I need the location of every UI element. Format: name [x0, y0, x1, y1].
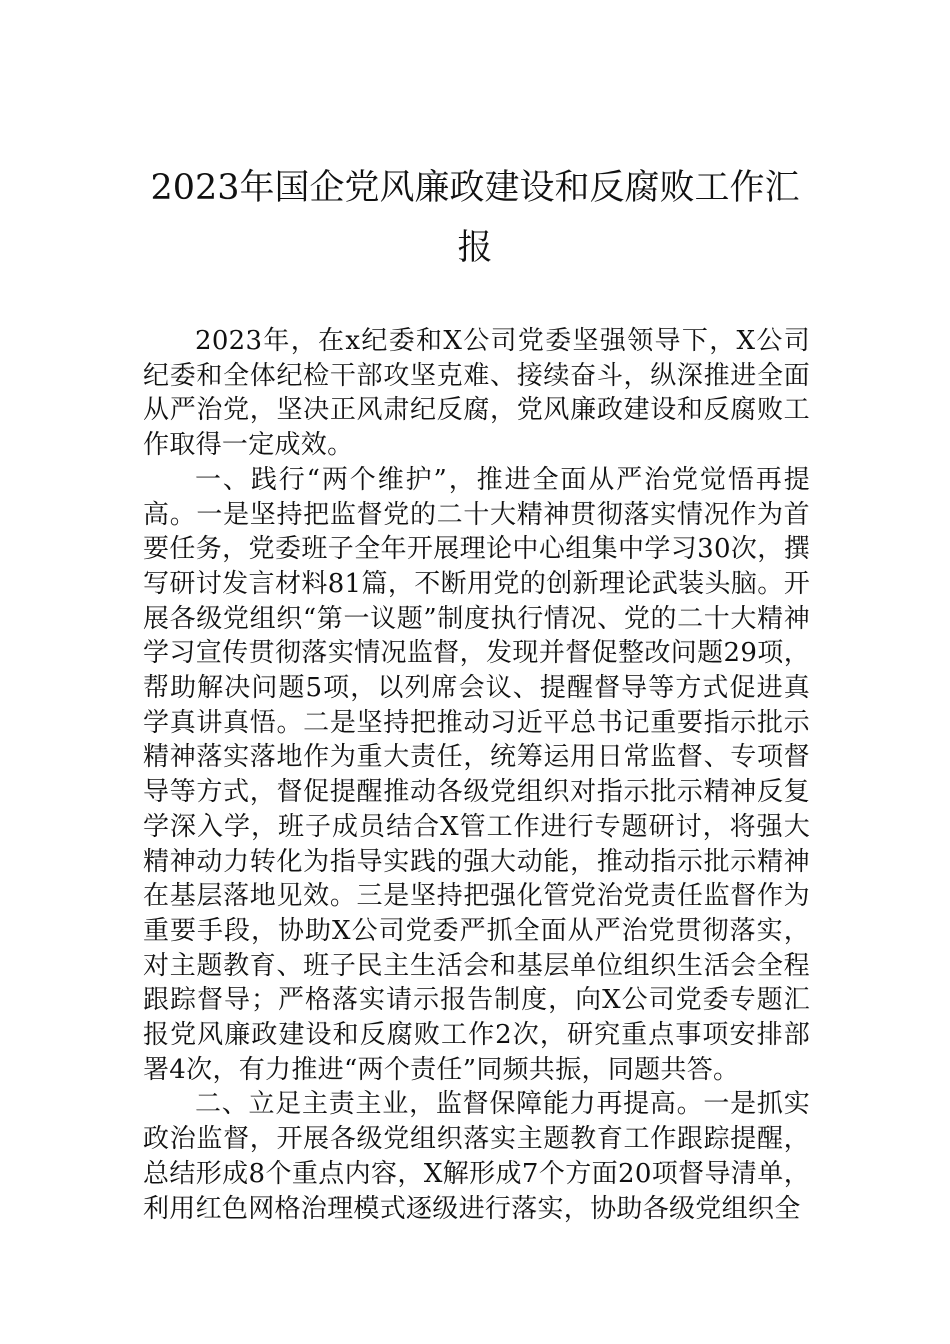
document-title: 2023年国企党风廉政建设和反腐败工作汇报 — [150, 168, 800, 268]
document-body — [143, 324, 810, 1226]
paragraph-intro: 2023年，在x纪委和X公司党委坚强领导下，X公司纪委和全体纪检干部攻坚克难、接续奋斗，纵深推进全面从严治党，坚决正风肃纪反腐，党风廉政建设和反腐败工作取得一定成效。 — [143, 326, 810, 461]
paragraph-section-two: 二、立足主责主业，监督保障能力再提高。一是抓实政治监督，开展各级党组织落实主题教育工作跟踪提醒，总结形成8个重点内容，X解形成7个方面20项督导清单，利用红色网格治理模式逐级进行落实，协助各级党组织全 — [143, 1089, 810, 1224]
paragraph-section-one: 一、践行“两个维护”，推进全面从严治党觉悟再提高。一是坚持把监督党的二十大精神贯彻落实情况作为首要任务，党委班子全年开展理论中心组集中学习30次，撰写研讨发言材料81篇，不断用党的创新理论武装头脑。开展各级党组织“第一议题”制度执行情况、党的二十大精神学习宣传贯彻落实情况监督，发现并督促整改问题29项，帮助解决问题5项，以列席会议、提醒督导等方式促进真学真讲真悟。二是坚持把推动习近平总书记重要指示批示精神落实落地作为重大责任，统筹运用日常监督、专项督导等方式，督促提醒推动各级党组织对指示批示精神反复学深入学，班子成员结合X管工作进行专题研讨，将强大精神动力转化为指导实践的强大动能，推动指示批示精神在基层落地见效。三是坚持把强化管党治党责任监督作为重要手段，协助X公司党委严抓全面从严治党贯彻落实，对主题教育、班子民主生活会和基层单位组织生活会全程跟踪督导；严格落实请示报告制度，向X公司党委专题汇报党风廉政建设和反腐败工作2次，研究重点事项安排部署4次，有力推进“两个责任”同频共振，同题共答。 — [143, 464, 810, 1085]
